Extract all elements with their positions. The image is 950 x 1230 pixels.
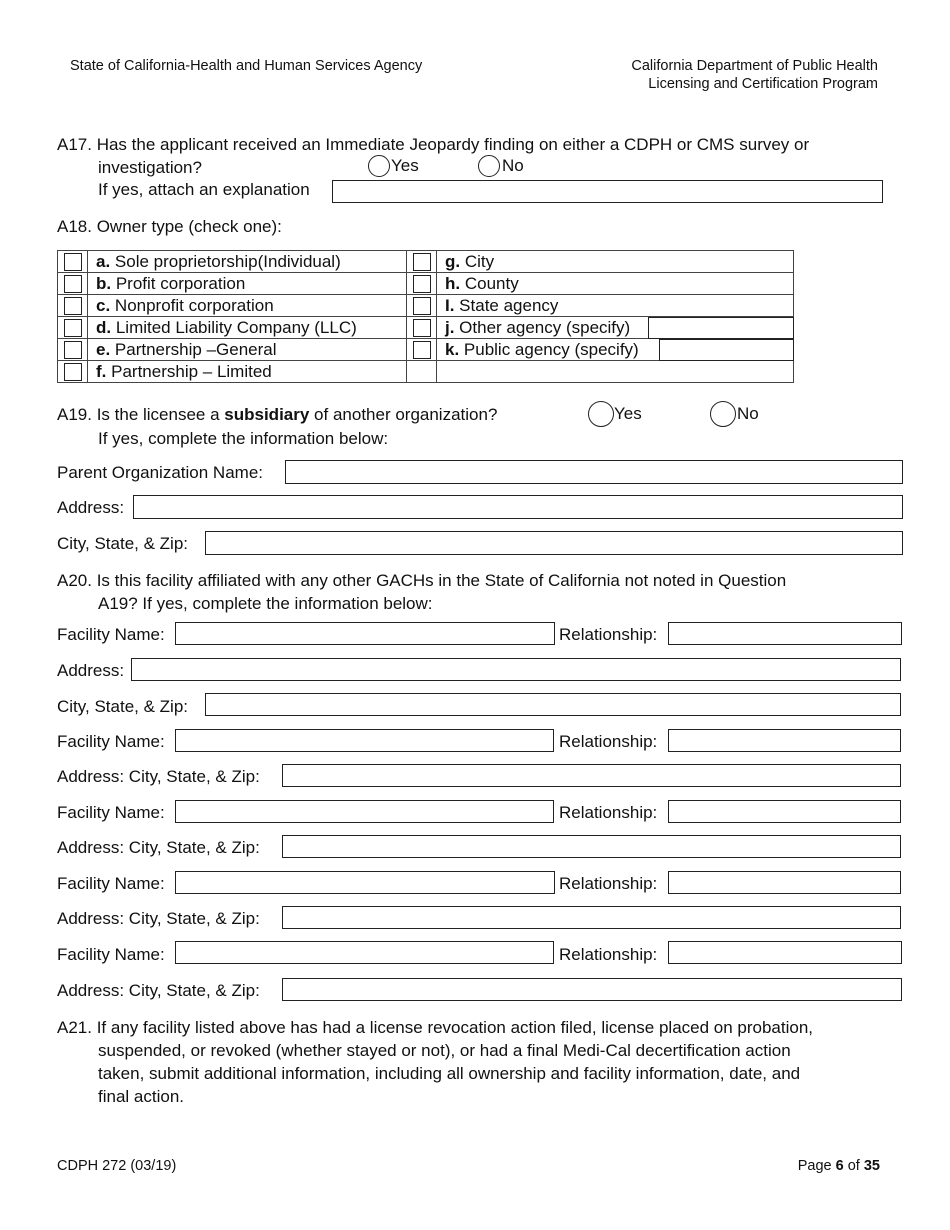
owner-g-letter: g. xyxy=(445,251,461,271)
owner-e-checkbox[interactable] xyxy=(64,341,82,359)
parent-org-field[interactable] xyxy=(285,460,903,484)
page-number xyxy=(798,1157,880,1175)
owner-k-checkbox[interactable] xyxy=(413,341,431,359)
facility-name-label-5: Facility Name: xyxy=(57,945,165,964)
a17-no-radio[interactable] xyxy=(478,155,500,177)
page-of: of xyxy=(843,1158,864,1174)
parent-address-field[interactable] xyxy=(133,495,903,519)
facility-address-field-1[interactable] xyxy=(131,658,901,681)
owner-h-checkbox[interactable] xyxy=(413,275,431,293)
owner-a-checkbox[interactable] xyxy=(64,253,82,271)
relationship-label-3: Relationship: xyxy=(559,803,658,822)
a20-question: A20. Is this facility affiliated with any other GACHs in the State of California not noted in Question xyxy=(57,571,787,590)
empty-cell xyxy=(407,361,437,383)
page-current: 6 xyxy=(835,1158,844,1174)
owner-k-label: Public agency (specify) xyxy=(459,339,639,359)
facility-name-field-5[interactable] xyxy=(175,941,554,964)
relationship-field-2[interactable] xyxy=(668,729,901,752)
a21-question: A21. If any facility listed above has had a license revocation action filed, license placed on probation, xyxy=(57,1018,814,1037)
address-city-label-2: Address: City, State, & Zip: xyxy=(57,767,260,786)
owner-f-letter: f. xyxy=(96,361,107,381)
a17-question: A17. Has the applicant received an Immediate Jeopardy finding on either a CDPH or CMS survey or xyxy=(57,135,810,154)
public-agency-specify-field[interactable] xyxy=(659,339,794,361)
department-header xyxy=(631,57,878,93)
owner-c-label: Nonprofit corporation xyxy=(110,295,274,315)
address-city-label-4: Address: City, State, & Zip: xyxy=(57,909,260,928)
parent-address-label: Address: xyxy=(57,498,125,517)
facility-name-label-1: Facility Name: xyxy=(57,625,165,644)
relationship-field-4[interactable] xyxy=(668,871,901,894)
owner-g-checkbox[interactable] xyxy=(413,253,431,271)
a17-yes-radio[interactable] xyxy=(368,155,390,177)
a19-bold: subsidiary xyxy=(224,405,310,424)
a21-question-line4: final action. xyxy=(98,1087,184,1106)
owner-f-checkbox[interactable] xyxy=(64,363,82,381)
a19-yes-label: Yes xyxy=(614,404,642,423)
owner-e-letter: e. xyxy=(96,339,111,359)
form-number: CDPH 272 (03/19) xyxy=(57,1158,177,1174)
owner-b-label: Profit corporation xyxy=(111,273,246,293)
relationship-field-5[interactable] xyxy=(668,941,902,964)
facility-name-field-2[interactable] xyxy=(175,729,554,752)
owner-a-label: Sole proprietorship(Individual) xyxy=(110,251,341,271)
relationship-label-1: Relationship: xyxy=(559,625,658,644)
a17-explanation-field[interactable] xyxy=(332,180,883,203)
a19-yes-radio[interactable] xyxy=(588,401,614,427)
owner-b-letter: b. xyxy=(96,273,112,293)
relationship-label-4: Relationship: xyxy=(559,874,658,893)
facility-city-label-1: City, State, & Zip: xyxy=(57,697,189,716)
relationship-label-2: Relationship: xyxy=(559,732,658,751)
page-prefix: Page xyxy=(797,1158,836,1174)
address-city-field-2[interactable] xyxy=(282,764,901,787)
parent-org-label: Parent Organization Name: xyxy=(57,463,263,482)
empty-cell xyxy=(437,361,794,383)
a19-no-radio[interactable] xyxy=(710,401,736,427)
address-city-label-3: Address: City, State, & Zip: xyxy=(57,838,260,857)
a19-suffix: of another organization? xyxy=(309,405,498,424)
address-city-label-5: Address: City, State, & Zip: xyxy=(57,981,260,1000)
owner-i-letter: I. xyxy=(445,295,455,315)
a21-question-line3: taken, submit additional information, including all ownership and facility information, date, and xyxy=(98,1064,801,1083)
facility-name-field-1[interactable] xyxy=(175,622,555,645)
owner-j-checkbox[interactable] xyxy=(413,319,431,337)
a18-question: A18. Owner type (check one): xyxy=(57,217,282,236)
a17-yes-label: Yes xyxy=(391,156,419,175)
address-city-field-5[interactable] xyxy=(282,978,902,1001)
owner-d-letter: d. xyxy=(96,317,112,337)
a19-instructions: If yes, complete the information below: xyxy=(98,429,389,448)
relationship-field-3[interactable] xyxy=(668,800,901,823)
owner-a-letter: a. xyxy=(96,251,111,271)
page-total: 35 xyxy=(863,1158,880,1174)
owner-c-letter: c. xyxy=(96,295,111,315)
facility-address-label-1: Address: xyxy=(57,661,125,680)
owner-b-checkbox[interactable] xyxy=(64,275,82,293)
agency-header: State of California-Health and Human Services Agency xyxy=(70,58,423,74)
facility-city-field-1[interactable] xyxy=(205,693,901,716)
owner-h-label: County xyxy=(460,273,519,293)
owner-d-label: Limited Liability Company (LLC) xyxy=(111,317,357,337)
a17-question-cont: investigation? xyxy=(98,158,202,177)
parent-city-field[interactable] xyxy=(205,531,903,555)
owner-h-letter: h. xyxy=(445,273,461,293)
a17-explain-label: If yes, attach an explanation xyxy=(98,180,310,199)
program-name: Licensing and Certification Program xyxy=(648,76,878,92)
relationship-label-5: Relationship: xyxy=(559,945,658,964)
a17-no-label: No xyxy=(502,156,524,175)
a19-prefix: A19. Is the licensee a xyxy=(57,405,225,424)
a21-question-line2: suspended, or revoked (whether stayed or not), or had a final Medi-Cal decertification action xyxy=(98,1041,791,1060)
owner-i-checkbox[interactable] xyxy=(413,297,431,315)
a20-question-cont: A19? If yes, complete the information below: xyxy=(98,594,433,613)
facility-name-label-4: Facility Name: xyxy=(57,874,165,893)
relationship-field-1[interactable] xyxy=(668,622,902,645)
other-agency-specify-field[interactable] xyxy=(648,317,794,339)
department-name: California Department of Public Health xyxy=(631,58,878,74)
owner-g-label: City xyxy=(460,251,495,271)
owner-e-label: Partnership –General xyxy=(110,339,277,359)
facility-name-label-3: Facility Name: xyxy=(57,803,165,822)
owner-j-label: Other agency (specify) xyxy=(454,317,631,337)
parent-city-label: City, State, & Zip: xyxy=(57,534,189,553)
owner-i-label: State agency xyxy=(454,295,559,315)
facility-name-field-4[interactable] xyxy=(175,871,555,894)
owner-d-checkbox[interactable] xyxy=(64,319,82,337)
owner-type-table xyxy=(57,250,794,383)
a19-question xyxy=(57,403,497,426)
address-city-field-4[interactable] xyxy=(282,906,901,929)
owner-c-checkbox[interactable] xyxy=(64,297,82,315)
facility-name-field-3[interactable] xyxy=(175,800,554,823)
a19-no-label: No xyxy=(737,404,759,423)
owner-f-label: Partnership – Limited xyxy=(106,361,272,381)
facility-name-label-2: Facility Name: xyxy=(57,732,165,751)
address-city-field-3[interactable] xyxy=(282,835,901,858)
owner-j-letter: j. xyxy=(445,317,455,337)
owner-k-letter: k. xyxy=(445,339,460,359)
